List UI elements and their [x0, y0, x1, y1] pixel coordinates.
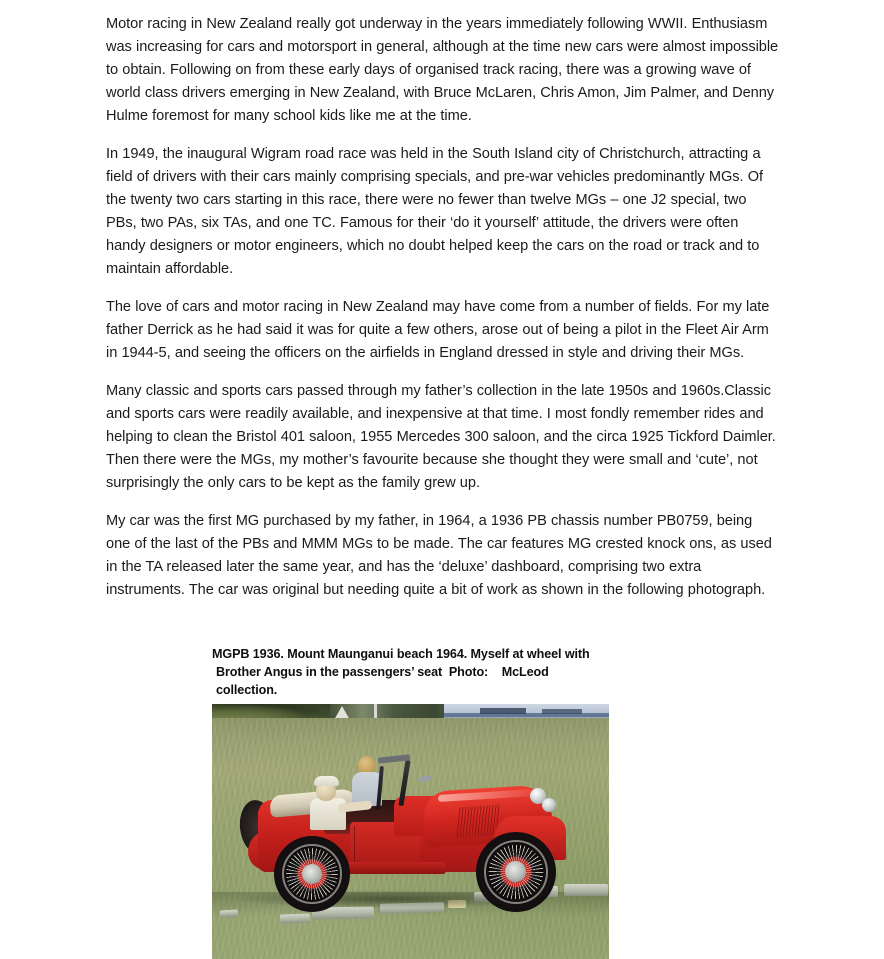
photo-figure [212, 645, 612, 959]
paragraph-4: Many classic and sports cars passed through my father’s collection in the late 1950s and 1960s.Classic and sports cars were readily available, and inexpensive at that time. I most fondly remember rides and helping to clean the Bristol 401 saloon, 1955 Mercedes 300 saloon, and the circa 1925 Tickford Daimler. Then there were the MGs, my mother’s favourite because she thought they were small and ‘cute’, not surprisingly the only cars to be kept as the family grew up. [106, 383, 776, 491]
car-headlamp-near [542, 798, 556, 812]
paragraph-1: Motor racing in New Zealand really got underway in the years immediately following WWII. Enthusiasm was increasing for cars and motorsport in general, although at the time new cars were almost impossible to obtain. Following on from these early days of organised track racing, there was a growing wave of world class drivers emerging in New Zealand, with Bruce McLaren, Chris Amon, Jim Palmer, and Denny Hulme foremost for many school kids like me at the time. [106, 16, 779, 124]
paragraph-5: My car was the first MG purchased by my father, in 1964, a 1936 PB chassis number PB0759, being one of the last of the PBs and MMM MGs to be made. The car features MG crested knock ons, as used in the TA released later the same year, and has the ‘deluxe’ dashboard, comprising two extra instruments. The car was original but needing quite a bit of work as shown in the following photograph. [106, 513, 772, 598]
paragraph-3: The love of cars and motor racing in New Zealand may have come from a number of fields. For my late father Derrick as he had said it was for quite a few others, arose out of being a pilot in the Fleet Air Arm in 1944-5, and seeing the officers on the airfields in England dressed in style and driving their MGs. [106, 299, 770, 361]
caption-line-2: Brother Angus in the passengers’ seat Photo: McLeod collection. [216, 665, 553, 697]
photo-building-sign-2 [542, 709, 582, 714]
article-body [106, 13, 780, 602]
boy-front-hat [314, 776, 339, 786]
car-front-wheel-hub [505, 861, 526, 882]
photo-building-sign [480, 708, 526, 714]
photo-stone [280, 913, 310, 923]
car-rear-wheel-hub [302, 864, 322, 884]
photo-stone [564, 884, 608, 896]
caption-line-1: MGPB 1936. Mount Maunganui beach 1964. Myself at wheel with [212, 647, 590, 661]
photo-building-stripe [444, 713, 609, 717]
mg-car-photograph [212, 704, 609, 959]
paragraph-2: In 1949, the inaugural Wigram road race was held in the South Island city of Christchurch, attracting a field of drivers with their cars mainly comprising specials, and pre-war vehicles predominantly MGs. Of the twenty two cars starting in this race, there were no fewer than twelve MGs – one J2 special, two PBs, two PAs, six TAs, and one TC. Famous for their ‘do it yourself’ attitude, the drivers were often handy designers or motor engineers, which no doubt helped keep the cars on the road or track and to maintain affordable. [106, 146, 764, 277]
figure-caption [212, 645, 612, 699]
car-door-seam [354, 826, 355, 866]
photo-stone [220, 910, 238, 918]
